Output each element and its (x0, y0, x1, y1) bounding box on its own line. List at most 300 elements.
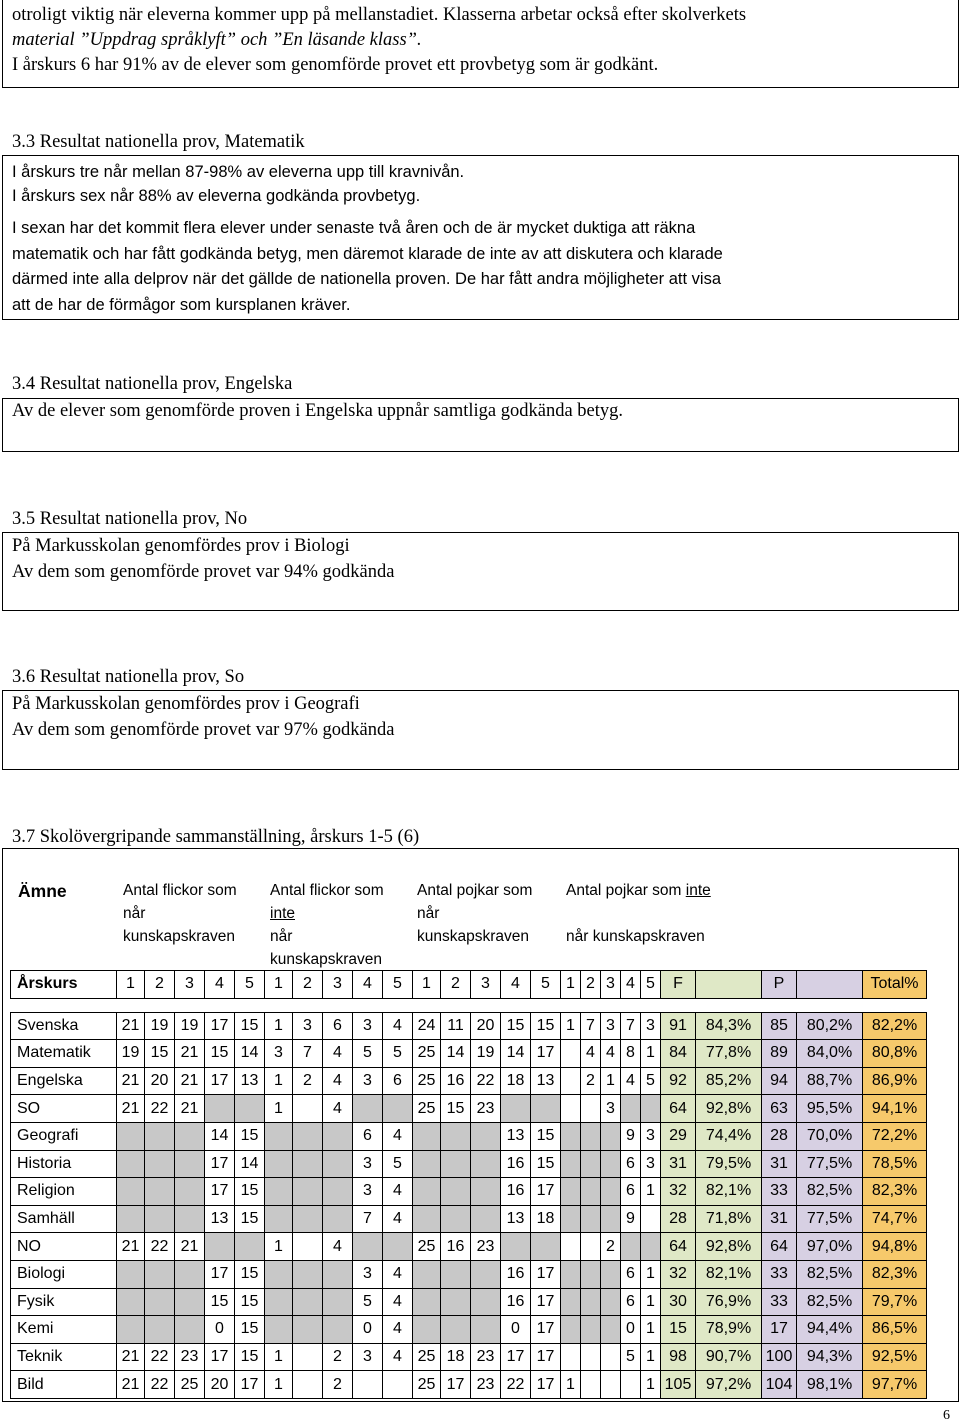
p-count-cell: 31 (762, 1150, 797, 1178)
col4-line-3: når kunskapskraven (566, 928, 705, 945)
count-cell (561, 1040, 581, 1068)
count-cell (601, 1343, 621, 1371)
f-percent-cell: 92,8% (696, 1095, 762, 1123)
table-row (11, 1150, 927, 1178)
count-cell: 3 (601, 1095, 621, 1123)
count-cell: 3 (601, 1012, 621, 1040)
spacer-cell (601, 998, 621, 1012)
count-cell: 1 (641, 1178, 661, 1206)
table-row (11, 1012, 927, 1040)
p-percent-cell: 98,1% (797, 1371, 863, 1399)
s36-line-2: Av dem som genomförde provet var 97% godkända (12, 720, 395, 740)
grade-number: 4 (501, 971, 531, 999)
count-cell: 6 (353, 1122, 383, 1150)
spacer-cell (353, 998, 383, 1012)
count-cell: 21 (117, 1343, 145, 1371)
total-percent-cell: 86,9% (863, 1067, 927, 1095)
count-cell: 22 (145, 1343, 175, 1371)
count-cell: 25 (413, 1095, 441, 1123)
p-percent-cell: 80,2% (797, 1012, 863, 1040)
count-cell (353, 1371, 383, 1399)
col3-line-1: Antal pojkar som (417, 882, 533, 899)
spacer-cell (696, 998, 762, 1012)
empty-grey-cell (561, 1260, 581, 1288)
empty-grey-cell (621, 1233, 641, 1261)
empty-grey-cell (235, 1233, 265, 1261)
empty-grey-cell (265, 1150, 293, 1178)
s34-line: Av de elever som genomförde proven i Engelska uppnår samtliga godkända betyg. (12, 401, 624, 421)
count-cell: 2 (293, 1067, 323, 1095)
empty-grey-cell (323, 1316, 353, 1344)
count-cell: 4 (383, 1205, 413, 1233)
count-cell: 17 (531, 1040, 561, 1068)
grade-number: 4 (205, 971, 235, 999)
count-cell: 3 (353, 1012, 383, 1040)
col4-line-1b: inte (685, 882, 711, 899)
count-cell: 17 (531, 1316, 561, 1344)
count-cell: 1 (641, 1040, 661, 1068)
count-cell: 5 (353, 1288, 383, 1316)
f-percent-cell: 76,9% (696, 1288, 762, 1316)
p-percent-cell: 95,5% (797, 1095, 863, 1123)
count-cell: 17 (531, 1371, 561, 1399)
grade-number: 3 (175, 971, 205, 999)
count-cell: 23 (175, 1343, 205, 1371)
section-3-4-title: 3.4 Resultat nationella prov, Engelska (12, 374, 293, 394)
subject-cell: Fysik (11, 1288, 117, 1316)
empty-grey-cell (145, 1260, 175, 1288)
empty-grey-cell (145, 1122, 175, 1150)
empty-grey-cell (235, 1095, 265, 1123)
count-cell: 16 (501, 1288, 531, 1316)
count-cell: 16 (501, 1260, 531, 1288)
count-cell: 23 (471, 1233, 501, 1261)
p-count-cell: 63 (762, 1095, 797, 1123)
count-cell: 4 (323, 1067, 353, 1095)
empty-grey-cell (383, 1095, 413, 1123)
count-cell: 4 (383, 1260, 413, 1288)
count-cell: 21 (117, 1233, 145, 1261)
count-cell: 3 (293, 1012, 323, 1040)
spacer-cell (413, 998, 441, 1012)
count-cell: 25 (413, 1343, 441, 1371)
section-3-6-title: 3.6 Resultat nationella prov, So (12, 667, 245, 687)
count-cell: 1 (641, 1343, 661, 1371)
empty-grey-cell (413, 1150, 441, 1178)
p-count-cell: 31 (762, 1205, 797, 1233)
count-cell: 16 (501, 1150, 531, 1178)
count-cell: 1 (601, 1067, 621, 1095)
count-cell: 17 (205, 1150, 235, 1178)
table-row (11, 1233, 927, 1261)
p-count-cell: 85 (762, 1012, 797, 1040)
spacer-cell (797, 998, 863, 1012)
total-percent-cell: 80,8% (863, 1040, 927, 1068)
count-cell: 2 (601, 1233, 621, 1261)
col1-line-3: kunskapskraven (123, 928, 236, 945)
p-header: P (762, 971, 797, 999)
count-cell: 11 (441, 1012, 471, 1040)
empty-grey-cell (561, 1178, 581, 1206)
empty-grey-cell (175, 1260, 205, 1288)
empty-grey-cell (323, 1150, 353, 1178)
empty-grey-cell (353, 1095, 383, 1123)
empty-grey-cell (205, 1233, 235, 1261)
count-cell: 3 (353, 1260, 383, 1288)
empty-grey-cell (293, 1316, 323, 1344)
col2-line-1: Antal flickor som (270, 882, 384, 899)
count-cell: 14 (235, 1040, 265, 1068)
section-3-5-title: 3.5 Resultat nationella prov, No (12, 509, 248, 529)
p-count-cell: 89 (762, 1040, 797, 1068)
count-cell: 4 (383, 1316, 413, 1344)
empty-grey-cell (413, 1316, 441, 1344)
p-count-cell: 33 (762, 1178, 797, 1206)
count-cell: 22 (145, 1233, 175, 1261)
empty-grey-cell (145, 1316, 175, 1344)
count-cell: 9 (621, 1205, 641, 1233)
s33-line-3: I sexan har det kommit flera elever under senaste två åren och de är mycket duktiga att räkna (12, 219, 696, 237)
f-percent-cell: 77,8% (696, 1040, 762, 1068)
count-cell: 1 (265, 1067, 293, 1095)
count-cell: 7 (353, 1205, 383, 1233)
count-cell: 6 (621, 1150, 641, 1178)
total-percent-cell: 94,8% (863, 1233, 927, 1261)
empty-grey-cell (293, 1150, 323, 1178)
f-percent-cell: 84,3% (696, 1012, 762, 1040)
count-cell: 17 (531, 1343, 561, 1371)
spacer-cell (641, 998, 661, 1012)
s33-line-6: att de har de förmågor som kursplanen kräver. (12, 296, 351, 314)
empty-grey-cell (145, 1150, 175, 1178)
p-percent-cell: 77,5% (797, 1150, 863, 1178)
empty-grey-cell (441, 1288, 471, 1316)
empty-grey-cell (641, 1095, 661, 1123)
total-percent-cell: 97,7% (863, 1371, 927, 1399)
empty-grey-cell (561, 1122, 581, 1150)
count-cell: 4 (323, 1040, 353, 1068)
f-count-cell: 30 (661, 1288, 696, 1316)
count-cell: 1 (641, 1371, 661, 1399)
col2-line-2: inte (270, 905, 295, 922)
count-cell: 21 (175, 1067, 205, 1095)
empty-grey-cell (175, 1150, 205, 1178)
count-cell: 25 (175, 1371, 205, 1399)
count-cell: 3 (641, 1122, 661, 1150)
grade-number: 1 (413, 971, 441, 999)
empty-grey-cell (117, 1260, 145, 1288)
col1-header (123, 879, 237, 948)
empty-grey-cell (441, 1122, 471, 1150)
empty-grey-cell (441, 1150, 471, 1178)
count-cell (641, 1205, 661, 1233)
empty-grey-cell (471, 1260, 501, 1288)
empty-grey-cell (265, 1288, 293, 1316)
count-cell: 17 (205, 1178, 235, 1206)
count-cell (621, 1371, 641, 1399)
count-cell: 8 (621, 1040, 641, 1068)
subject-header: Ämne (18, 881, 67, 901)
grade-number: 5 (383, 971, 413, 999)
spacer-cell (661, 998, 696, 1012)
f-count-cell: 64 (661, 1095, 696, 1123)
f-percent-cell: 90,7% (696, 1343, 762, 1371)
subject-cell: Matematik (11, 1040, 117, 1068)
count-cell: 15 (235, 1260, 265, 1288)
p-count-cell: 64 (762, 1233, 797, 1261)
grade-number: 2 (441, 971, 471, 999)
grade-number: 1 (117, 971, 145, 999)
empty-grey-cell (413, 1205, 441, 1233)
empty-grey-cell (117, 1150, 145, 1178)
p-percent-cell: 82,5% (797, 1178, 863, 1206)
count-cell: 5 (353, 1040, 383, 1068)
count-cell: 13 (235, 1067, 265, 1095)
empty-grey-cell (561, 1150, 581, 1178)
empty-grey-cell (441, 1260, 471, 1288)
count-cell: 1 (561, 1371, 581, 1399)
empty-grey-cell (413, 1260, 441, 1288)
count-cell: 15 (145, 1040, 175, 1068)
count-cell: 20 (205, 1371, 235, 1399)
count-cell: 1 (265, 1233, 293, 1261)
empty-grey-cell (175, 1205, 205, 1233)
col2-line-3: når (270, 928, 293, 945)
count-cell: 7 (621, 1012, 641, 1040)
f-percent-cell: 78,9% (696, 1316, 762, 1344)
count-cell: 15 (501, 1012, 531, 1040)
empty-grey-cell (323, 1122, 353, 1150)
count-cell: 6 (621, 1178, 641, 1206)
empty-grey-cell (293, 1178, 323, 1206)
empty-grey-cell (265, 1260, 293, 1288)
empty-grey-cell (413, 1178, 441, 1206)
empty-grey-cell (175, 1122, 205, 1150)
count-cell: 25 (413, 1040, 441, 1068)
empty-grey-cell (471, 1150, 501, 1178)
total-percent-cell: 78,5% (863, 1150, 927, 1178)
spacer-cell (235, 998, 265, 1012)
table-row (11, 1260, 927, 1288)
count-cell (383, 1371, 413, 1399)
p-percent-cell: 82,5% (797, 1288, 863, 1316)
empty-grey-cell (265, 1122, 293, 1150)
f-percent-cell: 74,4% (696, 1122, 762, 1150)
subject-cell: Historia (11, 1150, 117, 1178)
empty-grey-cell (531, 1095, 561, 1123)
empty-grey-cell (293, 1205, 323, 1233)
grade-number: 4 (353, 971, 383, 999)
table-row (11, 1316, 927, 1344)
count-cell: 19 (471, 1040, 501, 1068)
spacer-cell (145, 998, 175, 1012)
count-cell: 1 (265, 1095, 293, 1123)
table-row (11, 1095, 927, 1123)
p-percent-cell: 88,7% (797, 1067, 863, 1095)
count-cell: 3 (353, 1343, 383, 1371)
count-cell: 21 (175, 1095, 205, 1123)
empty-grey-cell (293, 1260, 323, 1288)
empty-grey-cell (581, 1316, 601, 1344)
empty-grey-cell (601, 1122, 621, 1150)
count-cell: 2 (323, 1343, 353, 1371)
count-cell: 1 (265, 1343, 293, 1371)
count-cell: 16 (441, 1067, 471, 1095)
count-cell: 25 (413, 1371, 441, 1399)
count-cell: 6 (621, 1260, 641, 1288)
f-count-cell: 105 (661, 1371, 696, 1399)
count-cell (581, 1095, 601, 1123)
empty-grey-cell (471, 1316, 501, 1344)
count-cell: 21 (117, 1371, 145, 1399)
table-row (11, 1122, 927, 1150)
count-cell: 4 (383, 1178, 413, 1206)
count-cell: 15 (205, 1040, 235, 1068)
subject-cell: Svenska (11, 1012, 117, 1040)
empty-grey-cell (601, 1288, 621, 1316)
count-cell (293, 1371, 323, 1399)
empty-grey-cell (581, 1122, 601, 1150)
total-percent-cell: 72,2% (863, 1122, 927, 1150)
spacer-cell (441, 998, 471, 1012)
f-count-cell: 31 (661, 1150, 696, 1178)
p-count-cell: 100 (762, 1343, 797, 1371)
col3-line-2: når (417, 905, 440, 922)
count-cell: 4 (621, 1067, 641, 1095)
empty-grey-cell (561, 1205, 581, 1233)
count-cell: 21 (117, 1012, 145, 1040)
empty-grey-cell (265, 1178, 293, 1206)
count-cell: 21 (117, 1095, 145, 1123)
count-cell: 4 (581, 1040, 601, 1068)
spacer-row (11, 998, 927, 1012)
s35-line-1: På Markusskolan genomfördes prov i Biologi (12, 536, 350, 556)
empty-grey-cell (471, 1288, 501, 1316)
p-count-cell: 33 (762, 1260, 797, 1288)
grade-number: 2 (581, 971, 601, 999)
count-cell: 24 (413, 1012, 441, 1040)
f-percent-cell: 82,1% (696, 1178, 762, 1206)
count-cell: 0 (205, 1316, 235, 1344)
empty-grey-cell (117, 1288, 145, 1316)
p-percent-cell: 97,0% (797, 1233, 863, 1261)
count-cell: 15 (235, 1343, 265, 1371)
count-cell: 4 (383, 1012, 413, 1040)
empty-grey-cell (293, 1122, 323, 1150)
total-percent-cell: 82,3% (863, 1178, 927, 1206)
empty-grey-cell (353, 1233, 383, 1261)
empty-grey-cell (501, 1233, 531, 1261)
count-cell: 25 (413, 1233, 441, 1261)
total-percent-cell: 82,3% (863, 1260, 927, 1288)
f-count-cell: 32 (661, 1178, 696, 1206)
count-cell: 6 (621, 1288, 641, 1316)
count-cell: 3 (641, 1150, 661, 1178)
grade-number: 4 (621, 971, 641, 999)
s33-line-2: I årskurs sex når 88% av eleverna godkända provbetyg. (12, 187, 421, 205)
count-cell: 15 (531, 1012, 561, 1040)
count-cell: 4 (323, 1095, 353, 1123)
empty-grey-cell (581, 1260, 601, 1288)
count-cell: 9 (621, 1122, 641, 1150)
count-cell: 13 (531, 1067, 561, 1095)
empty-grey-cell (441, 1316, 471, 1344)
count-cell: 23 (471, 1343, 501, 1371)
f-percent-cell: 97,2% (696, 1371, 762, 1399)
empty-grey-cell (145, 1205, 175, 1233)
count-cell: 13 (501, 1205, 531, 1233)
spacer-cell (293, 998, 323, 1012)
empty-grey-cell (265, 1316, 293, 1344)
col1-line-2: når (123, 905, 146, 922)
count-cell: 0 (621, 1316, 641, 1344)
grade-number: 5 (531, 971, 561, 999)
empty-grey-cell (561, 1288, 581, 1316)
total-percent-cell: 94,1% (863, 1095, 927, 1123)
count-cell: 19 (145, 1012, 175, 1040)
count-cell: 7 (293, 1040, 323, 1068)
count-cell: 16 (501, 1178, 531, 1206)
count-cell: 14 (205, 1122, 235, 1150)
s33-line-1: I årskurs tre når mellan 87-98% av eleverna upp till kravnivån. (12, 163, 465, 181)
count-cell: 14 (441, 1040, 471, 1068)
count-cell: 17 (531, 1178, 561, 1206)
f-percent-cell: 71,8% (696, 1205, 762, 1233)
count-cell: 1 (641, 1288, 661, 1316)
s33-line-4: matematik och har fått godkända betyg, men däremot klarade de inte av att diskutera och klarade (12, 245, 723, 263)
count-cell: 17 (205, 1012, 235, 1040)
f-percent-cell: 85,2% (696, 1067, 762, 1095)
p-percent-cell: 82,5% (797, 1260, 863, 1288)
count-cell: 18 (501, 1067, 531, 1095)
count-cell: 1 (641, 1260, 661, 1288)
count-cell: 2 (581, 1067, 601, 1095)
empty-grey-cell (581, 1288, 601, 1316)
col2-header (270, 879, 384, 971)
p-count-cell: 17 (762, 1316, 797, 1344)
count-cell: 20 (145, 1067, 175, 1095)
spacer-cell (323, 998, 353, 1012)
count-cell: 6 (323, 1012, 353, 1040)
empty-grey-cell (471, 1178, 501, 1206)
count-cell: 5 (641, 1067, 661, 1095)
count-cell: 3 (353, 1178, 383, 1206)
count-cell: 13 (501, 1122, 531, 1150)
spacer-cell (531, 998, 561, 1012)
f-count-cell: 84 (661, 1040, 696, 1068)
f-count-cell: 98 (661, 1343, 696, 1371)
count-cell: 17 (235, 1371, 265, 1399)
count-cell: 22 (501, 1371, 531, 1399)
empty-grey-cell (621, 1095, 641, 1123)
total-percent-cell: 82,2% (863, 1012, 927, 1040)
empty-grey-cell (323, 1260, 353, 1288)
p-percent-cell: 84,0% (797, 1040, 863, 1068)
count-cell (581, 1371, 601, 1399)
subject-cell: Geografi (11, 1122, 117, 1150)
subject-cell: Biologi (11, 1260, 117, 1288)
grade-number: 2 (293, 971, 323, 999)
count-cell: 5 (621, 1343, 641, 1371)
count-cell (293, 1233, 323, 1261)
p-count-cell: 28 (762, 1122, 797, 1150)
empty-grey-cell (471, 1205, 501, 1233)
spacer-cell (863, 998, 927, 1012)
intro-line-3: I årskurs 6 har 91% av de elever som genomförde provet ett provbetyg som är godkänt. (12, 55, 659, 75)
count-cell: 1 (561, 1012, 581, 1040)
count-cell: 3 (641, 1012, 661, 1040)
empty-grey-cell (413, 1288, 441, 1316)
